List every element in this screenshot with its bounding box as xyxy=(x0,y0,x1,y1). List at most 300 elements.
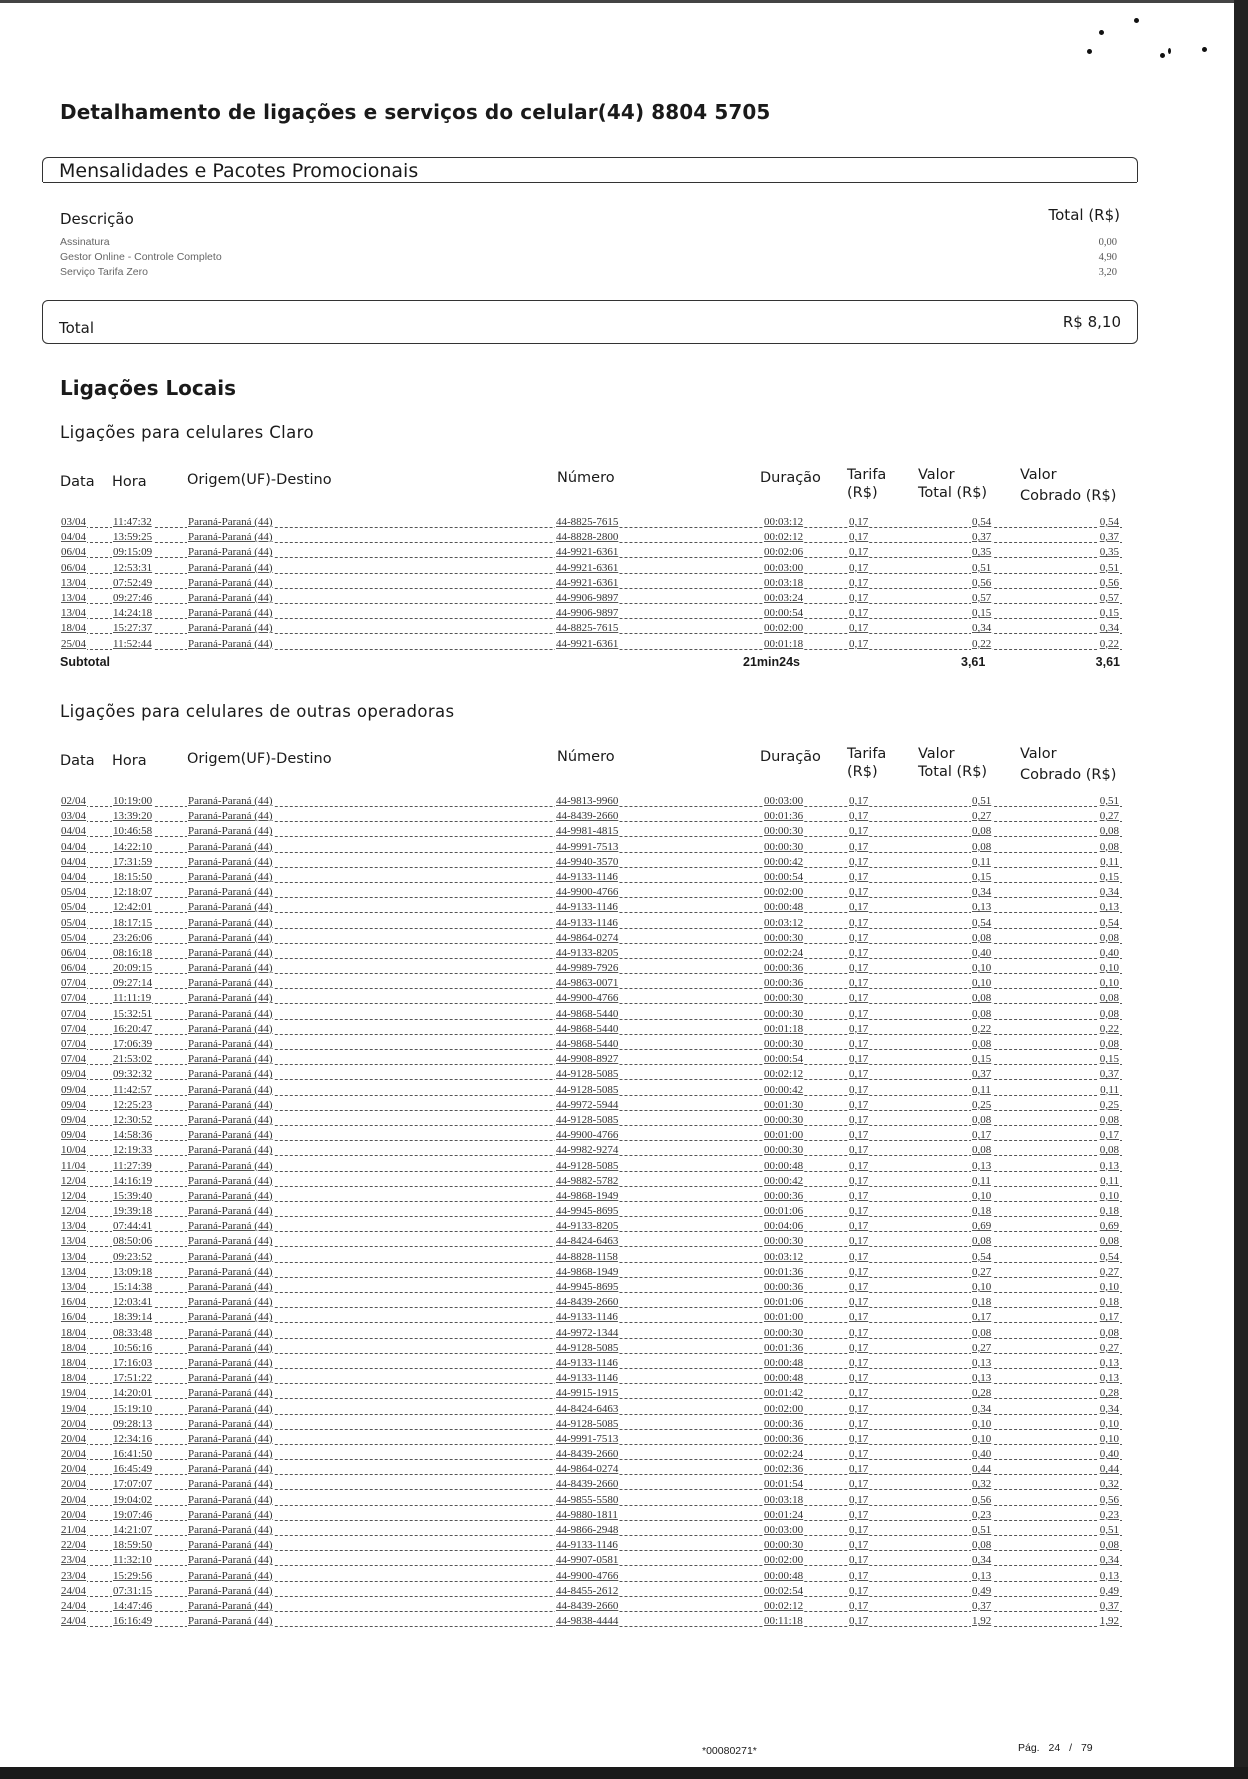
subtotal-duracao: 21min24s xyxy=(743,654,800,669)
cell-valor-total: 0,08 xyxy=(972,992,992,1005)
cell-data: 23/04 xyxy=(61,1554,87,1567)
cell-data: 13/04 xyxy=(61,591,87,604)
cell-hora: 19:39:18 xyxy=(113,1205,153,1218)
cell-tarifa: 0,17 xyxy=(849,855,869,868)
cell-numero: 44-9991-7513 xyxy=(556,1432,619,1445)
table-row xyxy=(60,1266,1122,1281)
cell-numero: 44-9866-2948 xyxy=(556,1524,619,1536)
cell-hora: 15:39:40 xyxy=(113,1189,153,1202)
cell-data: 03/04 xyxy=(61,810,87,823)
cell-numero: 44-9133-1146 xyxy=(556,1372,618,1385)
cell-duracao: 00:02:54 xyxy=(764,1584,804,1597)
cell-numero: 44-8439-2660 xyxy=(556,1478,619,1491)
total-column-header: Total (R$) xyxy=(1048,206,1120,224)
cell-tarifa: 0,17 xyxy=(849,901,869,914)
cell-hora: 17:06:39 xyxy=(113,1038,153,1050)
cell-valor-cobrado: 0,37 xyxy=(1099,531,1119,544)
table-row xyxy=(60,531,1122,546)
cell-tarifa: 0,17 xyxy=(849,1007,869,1020)
cell-duracao: 00:00:30 xyxy=(764,825,804,838)
cell-origem: Paraná-Paraná (44) xyxy=(188,931,273,944)
cell-valor-cobrado: 0,08 xyxy=(1099,1007,1119,1020)
cell-origem: Paraná-Paraná (44) xyxy=(188,1599,273,1612)
cell-data: 02/04 xyxy=(61,795,87,807)
cell-origem: Paraná-Paraná (44) xyxy=(188,1615,273,1628)
cell-valor-total: 0,54 xyxy=(972,516,992,528)
cell-hora: 15:19:10 xyxy=(113,1402,153,1415)
table-row xyxy=(60,607,1122,622)
col-data: Data xyxy=(60,753,95,769)
cell-hora: 09:32:32 xyxy=(113,1068,153,1081)
cell-valor-cobrado: 0,17 xyxy=(1099,1311,1119,1324)
cell-hora: 07:44:41 xyxy=(113,1220,153,1233)
cell-hora: 12:18:07 xyxy=(113,886,153,899)
cell-origem: Paraná-Paraná (44) xyxy=(188,1007,273,1020)
table-row xyxy=(60,1600,1122,1615)
cell-numero: 44-9900-4766 xyxy=(556,886,619,899)
cell-data: 07/04 xyxy=(61,1007,87,1020)
cell-data: 07/04 xyxy=(61,977,87,990)
cell-numero: 44-8439-2660 xyxy=(556,1296,619,1309)
cell-data: 09/04 xyxy=(61,1129,87,1142)
table-row xyxy=(60,1160,1122,1175)
cell-numero: 44-9921-6361 xyxy=(556,576,619,589)
cell-duracao: 00:02:00 xyxy=(764,886,804,899)
cell-tarifa: 0,17 xyxy=(849,622,869,635)
table-row xyxy=(60,1144,1122,1159)
cell-duracao: 00:00:30 xyxy=(764,1235,804,1248)
cell-numero: 44-9864-0274 xyxy=(556,1463,619,1476)
cell-valor-total: 0,10 xyxy=(972,1189,992,1202)
cell-duracao: 00:03:18 xyxy=(764,1493,804,1506)
cell-duracao: 00:01:06 xyxy=(764,1205,804,1218)
cell-data: 19/04 xyxy=(61,1387,87,1400)
subtotal-valor-total: 3,61 xyxy=(961,654,986,669)
cell-origem: Paraná-Paraná (44) xyxy=(188,977,273,990)
cell-valor-cobrado: 0,56 xyxy=(1099,576,1119,589)
cell-tarifa: 0,17 xyxy=(849,946,869,959)
cell-origem: Paraná-Paraná (44) xyxy=(188,1250,273,1263)
cell-data: 24/04 xyxy=(61,1599,87,1612)
cell-duracao: 00:02:12 xyxy=(764,1599,804,1612)
table-row xyxy=(60,901,1122,916)
cell-tarifa: 0,17 xyxy=(849,1144,869,1157)
cell-origem: Paraná-Paraná (44) xyxy=(188,1053,273,1066)
cell-valor-cobrado: 0,40 xyxy=(1099,946,1119,959)
cell-valor-cobrado: 0,54 xyxy=(1099,916,1119,929)
cell-valor-cobrado: 0,54 xyxy=(1099,516,1119,528)
cell-numero: 44-9133-8205 xyxy=(556,946,619,959)
cell-origem: Paraná-Paraná (44) xyxy=(188,1493,273,1506)
table-row xyxy=(60,962,1122,977)
cell-data: 18/04 xyxy=(61,1372,87,1385)
cell-valor-cobrado: 0,08 xyxy=(1099,1144,1119,1157)
cell-hora: 13:59:25 xyxy=(113,531,153,544)
cell-tarifa: 0,17 xyxy=(849,1311,869,1324)
cell-data: 19/04 xyxy=(61,1402,87,1415)
table-header xyxy=(60,745,1122,795)
cell-origem: Paraná-Paraná (44) xyxy=(188,1265,273,1278)
cell-hora: 10:19:00 xyxy=(113,795,153,807)
table-row xyxy=(60,1296,1122,1311)
cell-tarifa: 0,17 xyxy=(849,962,869,975)
cell-tarifa: 0,17 xyxy=(849,1159,869,1172)
cell-origem: Paraná-Paraná (44) xyxy=(188,1235,273,1248)
cell-numero: 44-9133-1146 xyxy=(556,870,618,883)
cell-data: 13/04 xyxy=(61,576,87,589)
col-origem: Origem(UF)-Destino xyxy=(187,751,332,767)
cell-numero: 44-9868-5440 xyxy=(556,1038,619,1050)
cell-data: 20/04 xyxy=(61,1508,87,1521)
cell-tarifa: 0,17 xyxy=(849,1174,869,1187)
cell-numero: 44-9128-5085 xyxy=(556,1341,619,1354)
cell-numero: 44-8828-2800 xyxy=(556,531,619,544)
cell-hora: 09:15:09 xyxy=(113,546,153,559)
cell-data: 09/04 xyxy=(61,1083,87,1096)
cell-valor-total: 0,10 xyxy=(972,1417,992,1430)
cell-numero: 44-9128-5085 xyxy=(556,1417,619,1430)
cell-origem: Paraná-Paraná (44) xyxy=(188,886,273,899)
cell-numero: 44-9908-8927 xyxy=(556,1053,619,1066)
table-row xyxy=(60,1068,1122,1083)
cell-numero: 44-9900-4766 xyxy=(556,992,619,1005)
cell-duracao: 00:00:30 xyxy=(764,1144,804,1157)
cell-origem: Paraná-Paraná (44) xyxy=(188,1326,273,1339)
table-row xyxy=(60,1084,1122,1099)
cell-hora: 08:50:06 xyxy=(113,1235,153,1248)
cell-tarifa: 0,17 xyxy=(849,840,869,853)
col-valor-total: Valor Total (R$) xyxy=(918,467,988,501)
cell-tarifa: 0,17 xyxy=(849,1265,869,1278)
cell-origem: Paraná-Paraná (44) xyxy=(188,1129,273,1142)
cell-data: 05/04 xyxy=(61,901,87,914)
table-row xyxy=(60,1463,1122,1478)
cell-valor-cobrado: 0,40 xyxy=(1099,1448,1119,1461)
cell-data: 13/04 xyxy=(61,607,87,620)
cell-origem: Paraná-Paraná (44) xyxy=(188,870,273,883)
cell-data: 13/04 xyxy=(61,1281,87,1293)
cell-valor-total: 0,18 xyxy=(972,1205,992,1218)
cell-origem: Paraná-Paraná (44) xyxy=(188,1356,273,1369)
page-total: 79 xyxy=(1080,1742,1093,1754)
cell-valor-total: 0,34 xyxy=(972,1554,992,1567)
cell-numero: 44-9972-5944 xyxy=(556,1098,619,1111)
cell-data: 09/04 xyxy=(61,1068,87,1081)
cell-duracao: 00:00:48 xyxy=(764,1372,804,1385)
cell-valor-total: 0,32 xyxy=(972,1478,992,1491)
cell-valor-total: 0,10 xyxy=(972,1432,992,1445)
cell-origem: Paraná-Paraná (44) xyxy=(188,1083,273,1096)
cell-numero: 44-8828-1158 xyxy=(556,1250,618,1263)
cell-valor-total: 0,40 xyxy=(972,946,992,959)
cell-hora: 21:53:02 xyxy=(113,1053,153,1066)
cell-valor-cobrado: 0,13 xyxy=(1099,1569,1119,1582)
cell-duracao: 00:00:48 xyxy=(764,901,804,914)
cell-origem: Paraná-Paraná (44) xyxy=(188,1038,273,1050)
cell-numero: 44-9863-0071 xyxy=(556,977,619,990)
cell-valor-cobrado: 0,10 xyxy=(1099,1189,1119,1202)
scan-bottom-edge xyxy=(0,1767,1248,1779)
table-row xyxy=(60,932,1122,947)
cell-duracao: 00:00:42 xyxy=(764,1083,804,1096)
cell-hora: 11:27:39 xyxy=(113,1159,152,1172)
cell-valor-total: 0,51 xyxy=(972,1524,992,1536)
cell-origem: Paraná-Paraná (44) xyxy=(188,992,273,1005)
cell-duracao: 00:02:06 xyxy=(764,546,804,559)
cell-valor-total: 0,56 xyxy=(972,576,992,589)
cell-tarifa: 0,17 xyxy=(849,1113,869,1126)
cell-duracao: 00:00:30 xyxy=(764,840,804,853)
table-row xyxy=(60,825,1122,840)
cell-duracao: 00:00:36 xyxy=(764,1432,804,1445)
col-numero: Número xyxy=(557,749,615,765)
cell-origem: Paraná-Paraná (44) xyxy=(188,1372,273,1385)
cell-data: 04/04 xyxy=(61,531,87,544)
cell-valor-cobrado: 0,13 xyxy=(1099,1372,1119,1385)
table-row xyxy=(60,546,1122,561)
cell-numero: 44-9128-5085 xyxy=(556,1083,619,1096)
cell-valor-total: 0,08 xyxy=(972,1235,992,1248)
cell-valor-cobrado: 0,08 xyxy=(1099,1235,1119,1248)
cell-valor-total: 0,69 xyxy=(972,1220,992,1233)
cell-valor-cobrado: 0,27 xyxy=(1099,1265,1119,1278)
cell-origem: Paraná-Paraná (44) xyxy=(188,1220,273,1233)
cell-numero: 44-8439-2660 xyxy=(556,810,619,823)
table-row xyxy=(60,1524,1122,1539)
cell-tarifa: 0,17 xyxy=(849,561,869,574)
cell-valor-total: 0,23 xyxy=(972,1508,992,1521)
cell-valor-cobrado: 0,27 xyxy=(1099,810,1119,823)
table-body xyxy=(60,795,1122,1630)
cell-tarifa: 0,17 xyxy=(849,1478,869,1491)
divider xyxy=(43,182,1137,184)
cell-data: 11/04 xyxy=(61,1159,86,1172)
cell-valor-total: 0,51 xyxy=(972,561,992,574)
cell-tarifa: 0,17 xyxy=(849,1615,869,1628)
table-row xyxy=(60,577,1122,592)
cell-hora: 14:24:18 xyxy=(113,607,153,620)
cell-hora: 07:52:49 xyxy=(113,576,153,589)
cell-valor-total: 0,13 xyxy=(972,1356,992,1369)
cell-tarifa: 0,17 xyxy=(849,1296,869,1309)
cell-origem: Paraná-Paraná (44) xyxy=(188,1189,273,1202)
cell-origem: Paraná-Paraná (44) xyxy=(188,1554,273,1567)
cell-origem: Paraná-Paraná (44) xyxy=(188,546,273,559)
cell-duracao: 00:02:12 xyxy=(764,1068,804,1081)
cell-valor-cobrado: 0,10 xyxy=(1099,1417,1119,1430)
cell-valor-total: 0,51 xyxy=(972,795,992,807)
col-hora: Hora xyxy=(112,474,147,490)
cell-tarifa: 0,17 xyxy=(849,1083,869,1096)
cell-numero: 44-9991-7513 xyxy=(556,840,619,853)
cell-valor-total: 0,15 xyxy=(972,1053,992,1066)
cell-numero: 44-9989-7926 xyxy=(556,962,619,975)
cell-numero: 44-9921-6361 xyxy=(556,637,619,650)
cell-origem: Paraná-Paraná (44) xyxy=(188,576,273,589)
cell-hora: 15:29:56 xyxy=(113,1569,153,1582)
cell-valor-total: 0,11 xyxy=(972,855,991,868)
cell-data: 18/04 xyxy=(61,1326,87,1339)
table-row xyxy=(60,1053,1122,1068)
cell-numero: 44-9981-4815 xyxy=(556,825,619,838)
cell-duracao: 00:02:24 xyxy=(764,946,804,959)
cell-valor-total: 0,34 xyxy=(972,886,992,899)
cell-valor-cobrado: 0,32 xyxy=(1099,1478,1119,1491)
cell-valor-cobrado: 0,18 xyxy=(1099,1296,1119,1309)
cell-valor-total: 0,18 xyxy=(972,1296,992,1309)
cell-numero: 44-9838-4444 xyxy=(556,1615,619,1628)
cell-valor-total: 0,28 xyxy=(972,1387,992,1400)
cell-numero: 44-9982-9274 xyxy=(556,1144,619,1157)
cell-valor-cobrado: 0,34 xyxy=(1099,1402,1119,1415)
table-row xyxy=(60,917,1122,932)
cell-numero: 44-9906-9897 xyxy=(556,591,619,604)
cell-valor-cobrado: 0,56 xyxy=(1099,1493,1119,1506)
table-row xyxy=(60,977,1122,992)
table-row xyxy=(60,1509,1122,1524)
cell-origem: Paraná-Paraná (44) xyxy=(188,1174,273,1187)
cell-tarifa: 0,17 xyxy=(849,1129,869,1142)
cell-numero: 44-9868-1949 xyxy=(556,1189,619,1202)
cell-valor-cobrado: 0,08 xyxy=(1099,1038,1119,1050)
table-row xyxy=(60,947,1122,962)
cell-valor-total: 1,92 xyxy=(972,1615,992,1628)
cell-numero: 44-9945-8695 xyxy=(556,1205,619,1218)
cell-duracao: 00:01:24 xyxy=(764,1508,804,1521)
cell-data: 09/04 xyxy=(61,1098,87,1111)
cell-data: 20/04 xyxy=(61,1478,87,1491)
cell-data: 13/04 xyxy=(61,1250,87,1263)
cell-tarifa: 0,17 xyxy=(849,1463,869,1476)
page-current: 24 / xyxy=(1048,1742,1073,1754)
cell-valor-cobrado: 0,22 xyxy=(1099,637,1119,650)
cell-hora: 12:42:01 xyxy=(113,901,153,914)
cell-numero: 44-9921-6361 xyxy=(556,561,619,574)
cell-hora: 15:32:51 xyxy=(113,1007,153,1020)
cell-valor-cobrado: 0,13 xyxy=(1099,901,1119,914)
table-row xyxy=(60,1433,1122,1448)
cell-valor-total: 0,17 xyxy=(972,1311,992,1324)
cell-numero: 44-9880-1811 xyxy=(556,1508,618,1521)
cell-tarifa: 0,17 xyxy=(849,825,869,838)
table-row xyxy=(60,871,1122,886)
cell-valor-total: 0,11 xyxy=(972,1174,991,1187)
cell-origem: Paraná-Paraná (44) xyxy=(188,962,273,975)
cell-tarifa: 0,17 xyxy=(849,607,869,620)
cell-data: 06/04 xyxy=(61,546,87,559)
cell-origem: Paraná-Paraná (44) xyxy=(188,637,273,650)
cell-tarifa: 0,17 xyxy=(849,1554,869,1567)
cell-hora: 12:25:23 xyxy=(113,1098,153,1111)
cell-valor-cobrado: 0,44 xyxy=(1099,1463,1119,1476)
cell-valor-total: 0,27 xyxy=(972,1341,992,1354)
cell-valor-cobrado: 0,49 xyxy=(1099,1584,1119,1597)
ligacoes-locais-heading: Ligações Locais xyxy=(60,376,237,400)
cell-valor-total: 0,22 xyxy=(972,1022,992,1035)
cell-tarifa: 0,17 xyxy=(849,1432,869,1445)
cell-numero: 44-9972-1344 xyxy=(556,1326,619,1339)
cell-tarifa: 0,17 xyxy=(849,576,869,589)
cell-valor-cobrado: 0,11 xyxy=(1100,855,1119,868)
cell-tarifa: 0,17 xyxy=(849,1053,869,1066)
cell-origem: Paraná-Paraná (44) xyxy=(188,561,273,574)
cell-hora: 16:45:49 xyxy=(113,1463,153,1476)
table-row xyxy=(60,1190,1122,1205)
cell-hora: 12:03:41 xyxy=(113,1296,153,1309)
table-row xyxy=(60,1418,1122,1433)
cell-valor-cobrado: 0,34 xyxy=(1099,886,1119,899)
cell-valor-total: 0,13 xyxy=(972,901,992,914)
cell-valor-total: 0,13 xyxy=(972,1372,992,1385)
cell-hora: 13:09:18 xyxy=(113,1265,153,1278)
table-row xyxy=(60,1311,1122,1326)
cell-origem: Paraná-Paraná (44) xyxy=(188,516,273,528)
cell-hora: 12:19:33 xyxy=(113,1144,153,1157)
cell-valor-cobrado: 0,15 xyxy=(1099,1053,1119,1066)
cell-numero: 44-9133-8205 xyxy=(556,1220,619,1233)
cell-numero: 44-9133-1146 xyxy=(556,1356,618,1369)
cell-origem: Paraná-Paraná (44) xyxy=(188,607,273,620)
table-row xyxy=(60,841,1122,856)
cell-numero: 44-9906-9897 xyxy=(556,607,619,620)
cell-numero: 44-9128-5085 xyxy=(556,1113,619,1126)
cell-hora: 11:52:44 xyxy=(113,637,152,650)
section-title: Mensalidades e Pacotes Promocionais xyxy=(59,160,419,182)
cell-origem: Paraná-Paraná (44) xyxy=(188,1402,273,1415)
cell-duracao: 00:11:18 xyxy=(764,1615,803,1628)
table-row xyxy=(60,1570,1122,1585)
cell-valor-total: 0,37 xyxy=(972,1068,992,1081)
cell-tarifa: 0,17 xyxy=(849,1235,869,1248)
col-numero: Número xyxy=(557,470,615,486)
cell-valor-total: 0,25 xyxy=(972,1098,992,1111)
table-row xyxy=(60,1114,1122,1129)
cell-valor-cobrado: 0,10 xyxy=(1099,977,1119,990)
cell-valor-cobrado: 0,35 xyxy=(1099,546,1119,559)
cell-valor-total: 0,08 xyxy=(972,1539,992,1552)
cell-numero: 44-8424-6463 xyxy=(556,1235,619,1248)
col-valor-cobrado: Valor Cobrado (R$) xyxy=(1020,746,1117,783)
cell-numero: 44-9128-5085 xyxy=(556,1159,619,1172)
table-row xyxy=(60,992,1122,1007)
cell-tarifa: 0,17 xyxy=(849,1220,869,1233)
cell-origem: Paraná-Paraná (44) xyxy=(188,825,273,838)
cell-hora: 12:53:31 xyxy=(113,561,153,574)
cell-duracao: 00:01:06 xyxy=(764,1296,804,1309)
table-row xyxy=(60,1175,1122,1190)
cell-valor-total: 0,37 xyxy=(972,531,992,544)
cell-origem: Paraná-Paraná (44) xyxy=(188,1281,273,1293)
cell-duracao: 00:02:00 xyxy=(764,1554,804,1567)
cell-valor-total: 0,11 xyxy=(972,1083,991,1096)
cell-tarifa: 0,17 xyxy=(849,977,869,990)
cell-hora: 11:47:32 xyxy=(113,516,152,528)
cell-duracao: 00:03:12 xyxy=(764,916,804,929)
table-row xyxy=(60,562,1122,577)
cell-duracao: 00:02:12 xyxy=(764,531,804,544)
cell-valor-total: 0,27 xyxy=(972,1265,992,1278)
cell-tarifa: 0,17 xyxy=(849,1387,869,1400)
cell-hora: 17:31:59 xyxy=(113,855,153,868)
cell-data: 04/04 xyxy=(61,840,87,853)
cell-tarifa: 0,17 xyxy=(849,546,869,559)
cell-valor-cobrado: 0,51 xyxy=(1099,561,1119,574)
cell-data: 24/04 xyxy=(61,1584,87,1597)
cell-origem: Paraná-Paraná (44) xyxy=(188,591,273,604)
cell-valor-total: 0,27 xyxy=(972,810,992,823)
cell-valor-cobrado: 0,08 xyxy=(1099,1326,1119,1339)
cell-duracao: 00:04:06 xyxy=(764,1220,804,1233)
